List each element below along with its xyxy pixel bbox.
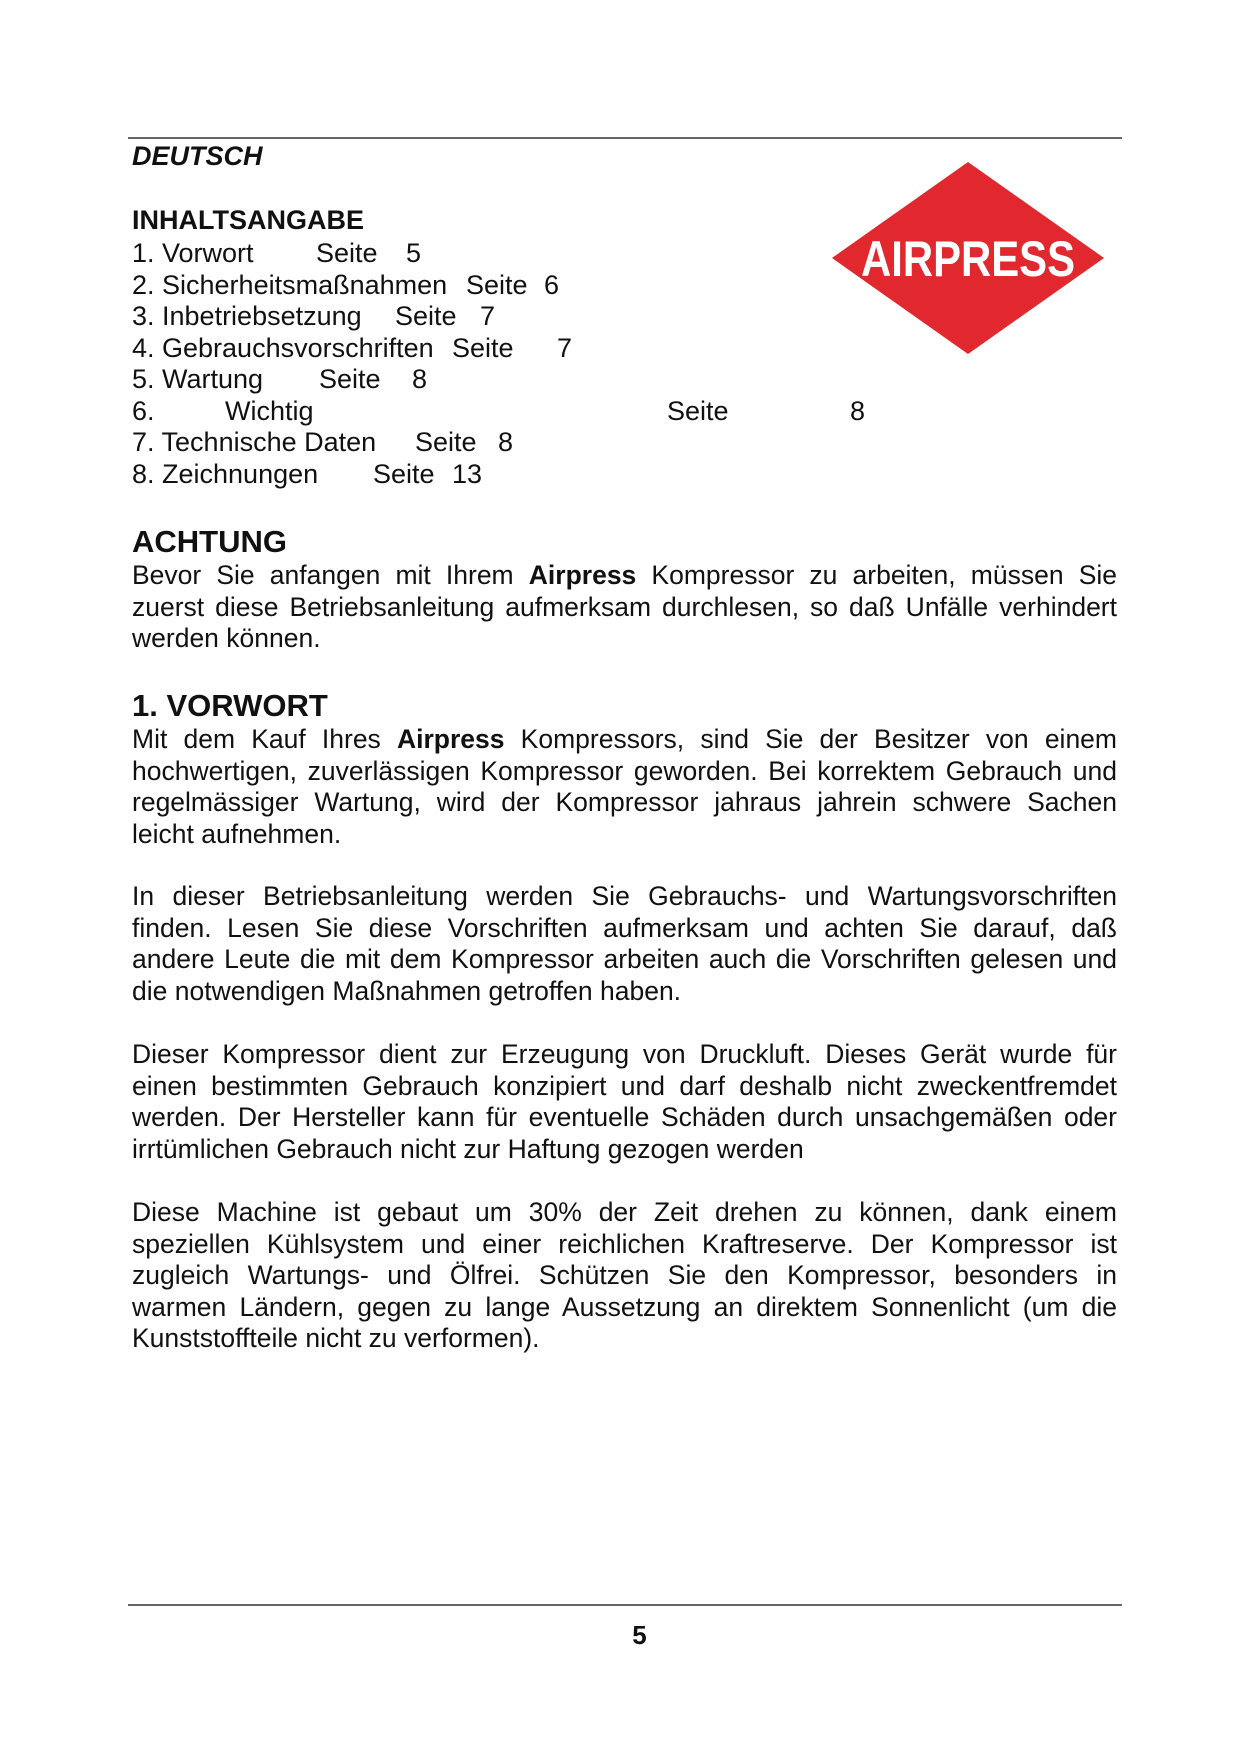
toc-title: INHALTSANGABE (132, 205, 364, 235)
toc-item-seite: Seite (415, 427, 477, 457)
toc-item-page: 5 (406, 238, 422, 268)
toc-item-seite: Seite (466, 269, 528, 300)
toc-item-num: 6. (132, 395, 155, 426)
airpress-logo (832, 162, 1104, 354)
vorwort-paragraph-2: In dieser Betriebsanleitung werden Sie Gebrauchs- und Wartungsvorschriften finden. Lesen Sie diese Vorschriften aufmerksam und achten Sie darauf, daß andere Leute die mit dem Kompressor arbeiten auch die Vorschriften gelesen und die notwendigen Maßnahmen getroffen haben. (132, 881, 1117, 1006)
achtung-text-after: Kompressor zu arbeiten, müssen Sie zuerst diese Betriebsanleitung aufmerksam durchlesen, so daß Unfälle verhindert werden können. (132, 560, 1117, 654)
toc-item-seite: Seite (395, 301, 457, 331)
toc-item-page: 6 (544, 269, 560, 300)
toc-item-label: 5. Wartung (132, 364, 264, 394)
logo-text: AIRPRESS (861, 231, 1075, 287)
toc-item-seite: Seite (667, 395, 729, 426)
vorwort-paragraph-3: Dieser Kompressor dient zur Erzeugung von Druckluft. Dieses Gerät wurde für einen bestimmten Gebrauch konzipiert und darf deshalb nicht zweckentfremdet werden. Der Hersteller kann für eventuelle Schäden durch unsachgemäßen oder irrtümlichen Gebrauch nicht zur Haftung gezogen werden (132, 1039, 1117, 1164)
achtung-heading: ACHTUNG (132, 524, 287, 559)
vorwort-paragraph-1 (132, 724, 1117, 850)
toc-item-seite: Seite (452, 332, 514, 363)
achtung-text-before: Bevor Sie anfangen mit Ihrem (132, 560, 529, 590)
toc-item-seite: Seite (316, 238, 378, 268)
brand-name: Airpress (528, 560, 637, 590)
language-label: DEUTSCH (132, 141, 263, 171)
toc-item-page: 13 (452, 458, 483, 489)
header-rule (128, 137, 1122, 139)
vorwort-heading: 1. VORWORT (132, 688, 328, 723)
brand-name: Airpress (396, 724, 505, 754)
toc-item-seite: Seite (373, 458, 435, 489)
toc-item-seite: Seite (319, 364, 381, 394)
toc-item-page: 7 (480, 301, 496, 331)
toc-item-label: 3. Inbetriebsetzung (132, 301, 362, 331)
page-number: 5 (632, 1620, 647, 1650)
toc-item-label: Wichtig (225, 395, 314, 426)
toc-item-page: 7 (557, 332, 573, 363)
vorwort-p1-after: Kompressors, sind Sie der Besitzer von einem hochwertigen, zuverlässigen Kompressor geworden. Bei korrektem Gebrauch und regelmässiger Wartung, wird der Kompressor jahraus jahrein schwere Sachen leicht aufnehmen. (132, 724, 1117, 849)
toc-item-page: 8 (850, 395, 866, 426)
toc-item-label: 2. Sicherheitsmaßnahmen (132, 269, 448, 300)
toc-item-label: 8. Zeichnungen (132, 458, 319, 489)
achtung-paragraph (132, 560, 1117, 655)
vorwort-paragraph-4: Diese Machine ist gebaut um 30% der Zeit drehen zu können, dank einem speziellen Kühlsystem und einer reichlichen Kraftreserve. Der Kompressor ist zugleich Wartungs- und Ölfrei. Schützen Sie den Kompressor, besonders in warmen Ländern, gegen zu lange Aussetzung an direktem Sonnenlicht (um die Kunststoffteile nicht zu verformen). (132, 1197, 1117, 1354)
toc-item-label: 7. Technische Daten (132, 427, 377, 457)
vorwort-p1-before: Mit dem Kauf Ihres (132, 724, 397, 754)
footer-rule (128, 1604, 1122, 1606)
toc-item-label: 1. Vorwort (132, 238, 254, 268)
toc-item-page: 8 (498, 427, 514, 457)
toc-item-label: 4. Gebrauchsvorschriften (132, 332, 434, 363)
toc-item-page: 8 (412, 364, 428, 394)
